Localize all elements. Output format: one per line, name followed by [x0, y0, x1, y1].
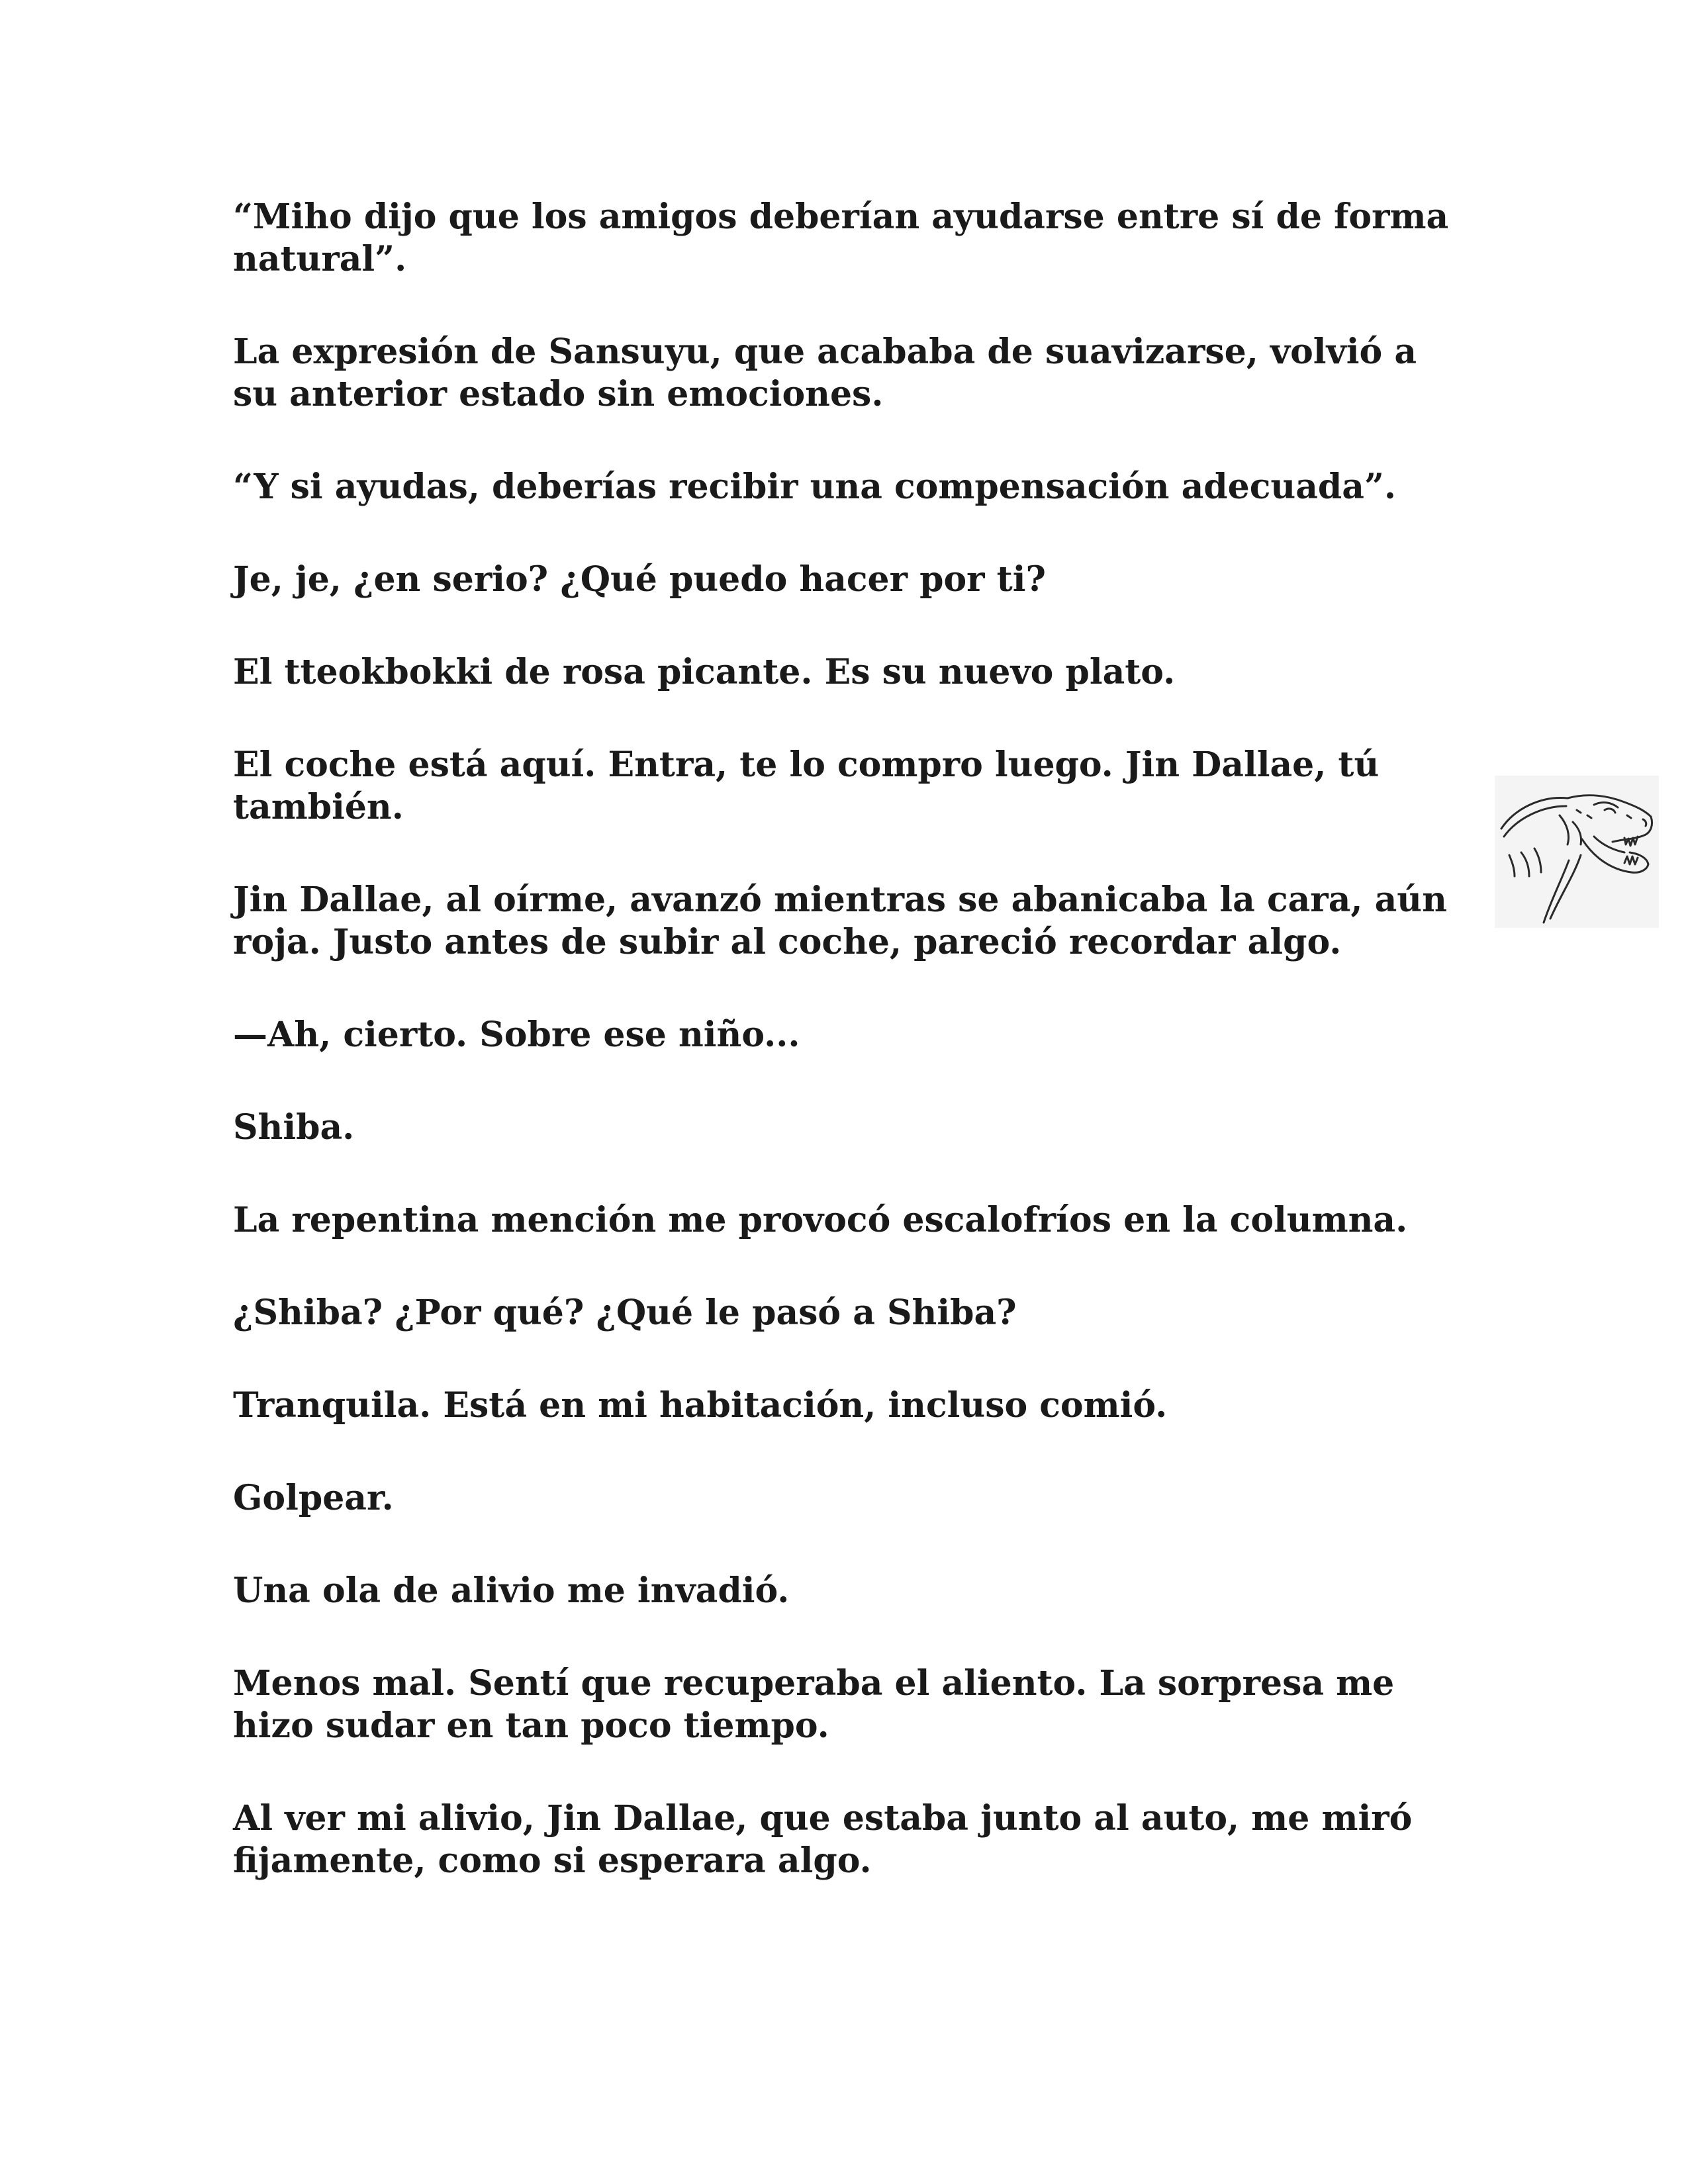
- paragraph: El tteokbokki de rosa picante. Es su nuevo plato.: [233, 652, 1176, 692]
- paragraph: La expresión de Sansuyu, que acababa de suavizarse, volvió a su anterior estado sin emociones.: [233, 332, 1417, 414]
- paragraph: Una ola de alivio me invadió.: [233, 1570, 790, 1611]
- paragraph: “Y si ayudas, deberías recibir una compensación adecuada”.: [233, 467, 1396, 507]
- paragraph: Shiba.: [233, 1107, 355, 1148]
- paragraph: El coche está aquí. Entra, te lo compro luego. Jin Dallae, tú también.: [233, 745, 1380, 827]
- body-text: [233, 196, 1464, 1933]
- paragraph: —Ah, cierto. Sobre ese niño...: [233, 1015, 800, 1055]
- dinosaur-sketch-icon: [1495, 776, 1659, 928]
- paragraph: Menos mal. Sentí que recuperaba el aliento. La sorpresa me hizo sudar en tan poco tiempo.: [233, 1663, 1395, 1746]
- paragraph: Golpear.: [233, 1478, 394, 1518]
- paragraph: “Miho dijo que los amigos deberían ayudarse entre sí de forma natural”.: [233, 197, 1449, 279]
- paragraph: La repentina mención me provocó escalofríos en la columna.: [233, 1200, 1408, 1240]
- dinosaur-sketch-svg: [1495, 776, 1659, 928]
- paragraph: Je, je, ¿en serio? ¿Qué puedo hacer por ti?: [233, 559, 1046, 600]
- paragraph: Tranquila. Está en mi habitación, incluso comió.: [233, 1385, 1168, 1426]
- paragraph: Jin Dallae, al oírme, avanzó mientras se abanicaba la cara, aún roja. Justo antes de subir al coche, pareció recordar algo.: [233, 880, 1447, 962]
- paragraph: ¿Shiba? ¿Por qué? ¿Qué le pasó a Shiba?: [233, 1293, 1017, 1333]
- paragraph: Al ver mi alivio, Jin Dallae, que estaba junto al auto, me miró fijamente, como si esperara algo.: [233, 1798, 1413, 1881]
